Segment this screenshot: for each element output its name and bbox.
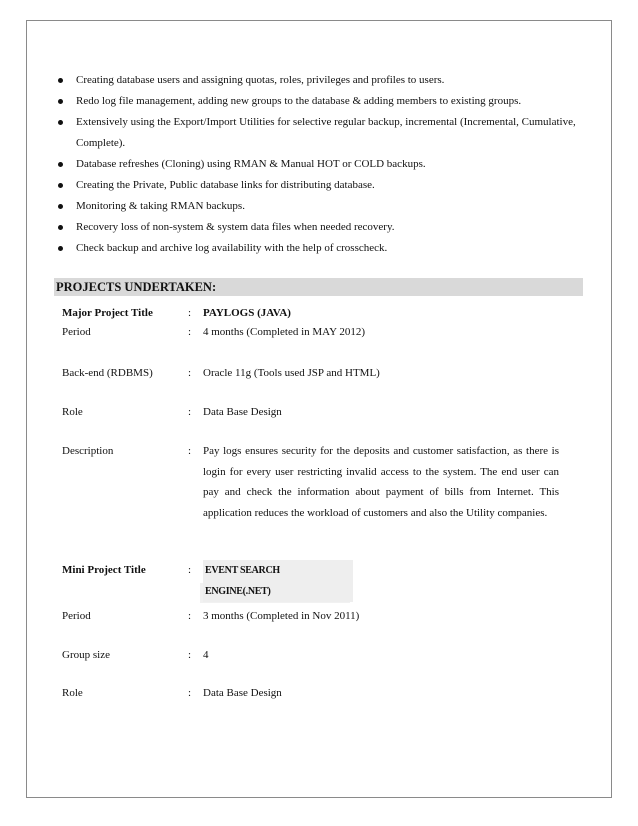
list-item: Redo log file management, adding new groups to the database & adding members to existing groups. [54, 91, 594, 112]
bullet-icon [58, 162, 63, 167]
list-item: Database refreshes (Cloning) using RMAN & Manual HOT or COLD backups. [54, 154, 594, 175]
colon-separator: : [188, 610, 192, 622]
field-label: Major Project Title [62, 307, 153, 319]
field-value: Data Base Design [203, 406, 282, 418]
bullet-icon [58, 120, 63, 125]
section-heading-projects: PROJECTS UNDERTAKEN: [54, 278, 583, 296]
field-value: Pay logs ensures security for the deposits and customer satisfaction, as there is login for every user restricting invalid access to the system. The end user can pay and check the information about payment of bills from Internet. This application reduces the workload of customers and also the Utility companies. [203, 445, 559, 519]
list-item: Creating the Private, Public database links for distributing database. [54, 175, 594, 196]
list-item: Check backup and archive log availability with the help of crosscheck. [54, 238, 594, 259]
colon-separator: : [188, 564, 192, 576]
colon-separator: : [188, 307, 192, 319]
field-label: Description [62, 445, 114, 457]
field-value: EVENT SEARCH ENGINE(.NET) [203, 560, 353, 602]
field-label: Back-end (RDBMS) [62, 367, 153, 379]
bullet-icon [58, 99, 63, 104]
field-value: Data Base Design [203, 687, 282, 699]
bullet-icon [58, 204, 63, 209]
field-label: Role [62, 687, 83, 699]
field-value-wrap [203, 560, 559, 602]
field-value: 4 months (Completed in MAY 2012) [203, 326, 366, 338]
field-value: Oracle 11g (Tools used JSP and HTML) [203, 367, 380, 379]
colon-separator: : [188, 406, 192, 418]
list-item: Monitoring & taking RMAN backups. [54, 196, 594, 217]
bullet-icon [58, 246, 63, 251]
colon-separator: : [188, 367, 192, 379]
list-item: Extensively using the Export/Import Utilities for selective regular backup, incremental (Incremental, Cumulative, Complete). [54, 112, 594, 154]
field-value: 4 [203, 649, 209, 661]
bullet-icon [58, 78, 63, 83]
field-label: Period [62, 610, 91, 622]
colon-separator: : [188, 445, 192, 457]
field-label: Period [62, 326, 91, 338]
list-item: Creating database users and assigning quotas, roles, privileges and profiles to users. [54, 70, 594, 91]
colon-separator: : [188, 649, 192, 661]
field-value: PAYLOGS (JAVA) [203, 307, 291, 319]
bullet-icon [58, 183, 63, 188]
colon-separator: : [188, 687, 192, 699]
field-label: Role [62, 406, 83, 418]
list-item: Recovery loss of non-system & system data files when needed recovery. [54, 217, 594, 238]
responsibilities-list [54, 70, 594, 259]
field-value: 3 months (Completed in Nov 2011) [203, 610, 360, 622]
bullet-icon [58, 225, 63, 230]
colon-separator: : [188, 326, 192, 338]
field-label: Group size [62, 649, 110, 661]
field-label: Mini Project Title [62, 564, 146, 576]
